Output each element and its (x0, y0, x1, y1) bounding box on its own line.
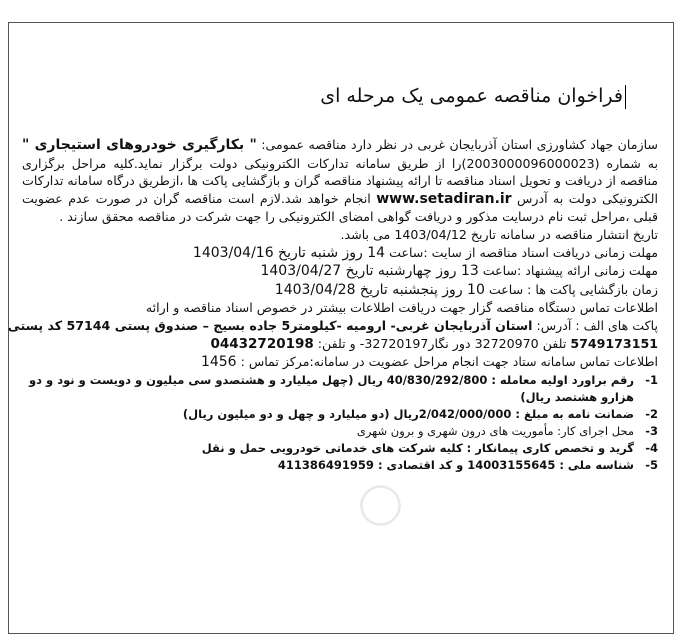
text-cursor (625, 85, 626, 109)
list-item-text: ضمانت نامه به مبلغ : 2/042/000/000ریال (دو میلیارد و چهل و دو میلیون ریال) (182, 406, 634, 421)
announcement-body (7, 30, 666, 474)
intro-text-2: به شماره (2003000096000023)را از طریق سامانه تدارکات الکترونیکی دولت برگزار نماید.کلیه مراحل برگزاری مناقصه از دریافت و تحویل اسناد مناقصه تا ارائه پیشنهاد مناقصه گران و بازگشایی پاکت ها ،ازطریق درگاه سامانه تدارکات الکترونیکی دولت به آدرس (22, 155, 659, 206)
contact-line-3 (22, 335, 658, 354)
contact-line-2 (7, 317, 658, 335)
opening-date: 10 روز پنجشنبه تاریخ 1403/04/28 (274, 281, 485, 298)
watermark-logo: ◯ (353, 475, 407, 531)
list-item-index: 2- (645, 406, 658, 421)
list-item (22, 372, 658, 406)
list-item-text: گرید و تخصص کاری پیمانکار : کلیه شرکت های خدماتی خودرویی حمل و نقل (201, 440, 634, 455)
address-text: استان آذربایجان غربی- ارومیه -کیلومتر5 جاده بسیج – صندوق پستی 57144 کد پستی (7, 317, 533, 333)
tender-subject: " بکارگیری خودروهای استیجاری " (22, 137, 257, 153)
contact-line-1: اطلاعات تماس دستگاه مناقصه گزار جهت دریافت اطلاعات بیشتر در خصوص اسناد مناقصه و ارائه (145, 300, 658, 316)
intro-text-1: سازمان جهاد کشاورزی استان آذربایجان غربی در نظر دارد مناقصه عمومی: (261, 137, 658, 152)
intro-paragraph (22, 136, 658, 226)
postal-code: 5749173151 (570, 335, 658, 351)
receive-deadline-line (22, 244, 658, 263)
opening-label: زمان بازگشایی پاکت ها : ساعت (488, 281, 658, 297)
list-item-index: 3- (645, 423, 658, 438)
list-item-index: 1- (645, 372, 658, 387)
support-contact-line (22, 353, 658, 372)
support-label: اطلاعات تماس سامانه ستاد جهت انجام مراحل عضویت در سامانه:مرکز تماس : (240, 354, 658, 370)
list-item-text: شناسه ملی : 14003155645 و کد اقتصادی : 411386491959 (277, 457, 634, 472)
page-title (14, 82, 626, 110)
list-item-index: 4- (645, 440, 658, 455)
list-item-text: محل اجرای کار: مأموریت های درون شهری و برون شهری (356, 423, 634, 438)
list-item (22, 423, 658, 440)
list-item-text: رقم براورد اولیه معامله : 40/830/292/800 ریال (چهل میلیارد و هشتصدو سی میلیون و دویست و نود و دو هزارو هشتصد ریال) (28, 372, 634, 404)
list-item (22, 406, 658, 423)
title-text: فراخوان مناقصه عمومی یک مرحله ای (320, 85, 623, 107)
site-address: www.setadiran.ir (376, 190, 512, 207)
opening-date-line (22, 281, 658, 300)
support-number: 1456 (200, 354, 237, 371)
submit-label: مهلت زمانی ارائه پیشنهاد :ساعت (482, 263, 658, 279)
submit-deadline-line (22, 262, 658, 281)
intro-text-3: انجام خواهد شد.لازم است مناقصه گران در صورت عدم عضویت قبلی ،مراحل ثبت نام درسایت مذکور و دریافت گواهی امضای الکترونیکی را جهت شرکت در مناقصه محقق سازند . (22, 190, 658, 225)
phone-fax-text: تلفن 32720970 دور نگار32720197- و تلفن: (317, 335, 567, 351)
receive-date: 14 روز شنبه تاریخ 1403/04/16 (192, 244, 386, 261)
phone-number: 04432720198 (210, 335, 314, 352)
address-label: پاکت های الف : آدرس: (536, 317, 658, 333)
list-item-index: 5- (645, 457, 658, 472)
submit-date: 13 روز چهارشنبه تاریخ 1403/04/27 (260, 263, 479, 280)
list-item (22, 457, 658, 474)
publish-date-line: تاریخ انتشار مناقصه در سامانه تاریخ 1403/04/12 می باشد. (340, 226, 658, 242)
list-item (22, 440, 658, 457)
receive-label: مهلت زمانی دریافت اسناد مناقصه از سایت :ساعت (389, 244, 658, 260)
